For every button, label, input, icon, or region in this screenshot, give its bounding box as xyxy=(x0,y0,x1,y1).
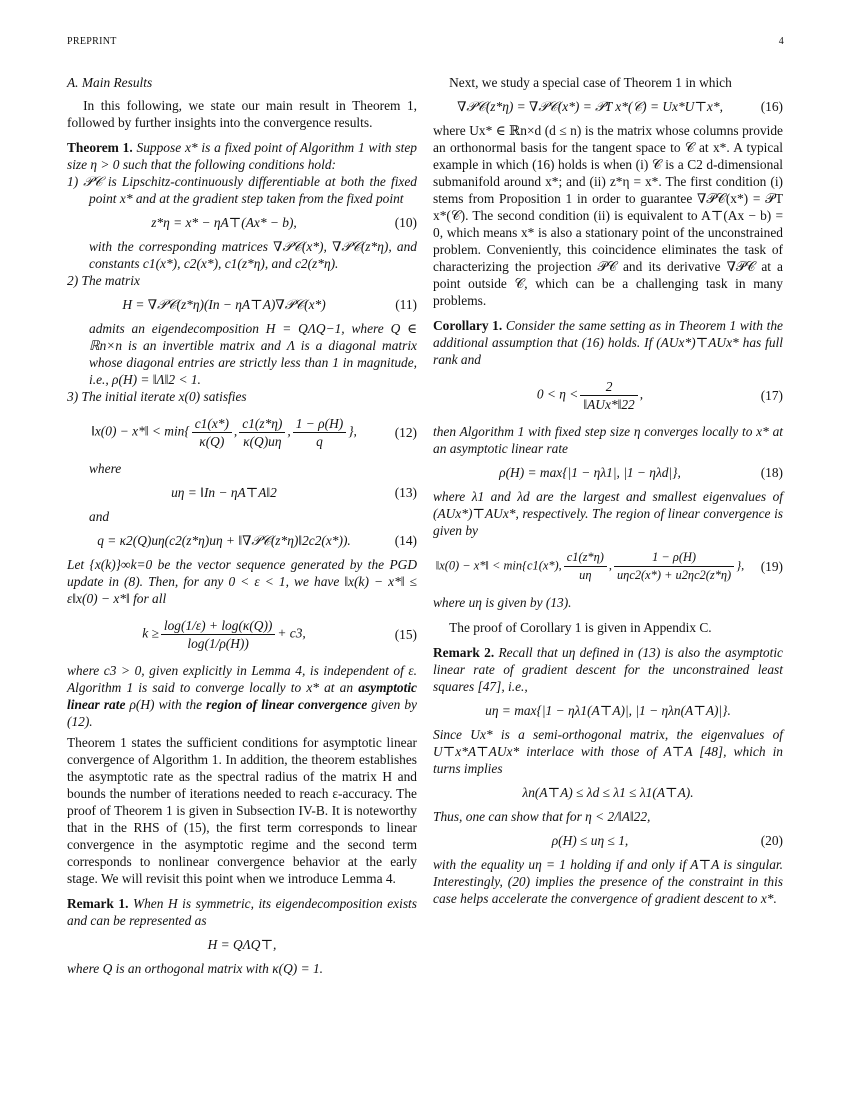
left-column xyxy=(67,74,417,977)
equation-12-frac-3: $\frac{1 - \rho(H)}{q}$ xyxy=(293,415,346,450)
intro-paragraph: In this following, we state our main result in Theorem 1, followed by further insights into the convergence results. xyxy=(67,98,417,130)
corollary-1: Corollary 1. Consider the same setting as in Theorem 1 with the additional assumption that (16) holds. If (AUx*)⊤AUx* has full rank and xyxy=(433,318,783,367)
equation-15-body: k ≥ $\frac{\log(1/\varepsilon) + \log(\kappa(Q))}{\log(1/\rho(H))}$ + c3, xyxy=(142,618,306,651)
condition-1: 1) 𝒫𝒞 is Lipschitz-continuously differentiable at both the fixed point x* and at the gradient step taken from the fixed point xyxy=(67,174,417,206)
equation-16-number: (16) xyxy=(760,99,783,114)
equation-19-frac-2: $\frac{1 - \rho(H)}{\text{uηc2(x*) + u2ηc2(z*η)}}$ xyxy=(614,549,734,584)
equation-13 xyxy=(67,484,417,501)
next-paragraph: Next, we study a special case of Theorem 1 in which xyxy=(449,75,732,90)
equation-11 xyxy=(67,296,417,313)
remark-1-label: Remark 1. xyxy=(67,896,129,911)
let-paragraph: Let {x(k)}∞k=0 be the vector sequence generated by the PGD update in (8). Then, for any 0 < ε < 1, we have ‖x(k) − x*‖ ≤ ε‖x(0) − x*‖ for all xyxy=(67,557,417,606)
corollary-end: where uη is given by (13). xyxy=(433,595,572,610)
equation-remark-1: H = QΛQ⊤, xyxy=(207,937,277,952)
remark-2: Remark 2. Recall that uη defined in (13) is also the asymptotic linear rate of gradient descent for the unconstrained least squares [47], i.e., xyxy=(433,645,783,694)
equation-13-body: uη = ‖In − ηA⊤A‖2 xyxy=(171,485,277,500)
corollary-tail: where λ1 and λd are the largest and smallest eigenvalues of (AUx*)⊤AUx*, respectively. The region of linear convergence is given by xyxy=(433,489,783,538)
equation-11-body: H = ∇𝒫𝒞(z*η)(In − ηA⊤A)∇𝒫𝒞(x*) xyxy=(122,297,326,312)
equation-20-body: ρ(H) ≤ uη ≤ 1, xyxy=(551,833,629,848)
theorem-tail: where c3 > 0, given explicitly in Lemma 4, is independent of ε. Algorithm 1 is said to converge locally to x* at an asymptotic linear rate ρ(H) with the region of linear convergence given by (12). xyxy=(67,663,417,729)
and-label: and xyxy=(89,509,110,524)
running-header-left: PREPRINT xyxy=(67,36,117,47)
discussion-paragraph: Theorem 1 states the sufficient conditions for asymptotic linear convergence of Algorithm 1. In addition, the theorem establishes the asymptotic rate as the spectral radius of the matrix H and bounds the number of iterations needed to reach ε-accuracy. The proof of Theorem 1 is given in Subsection IV-B. It is noteworthy that in the RHS of (15), the first term corresponds to linear convergence in the asymptotic regime and the second term corresponds to nonlinear convergence behavior at the early stage. We will revisit this point when we introduce Lemma 4. xyxy=(67,735,417,886)
corollary-label: Corollary 1. xyxy=(433,318,503,333)
equation-20-number: (20) xyxy=(760,833,783,848)
paragraph-16: where Ux* ∈ ℝn×d (d ≤ n) is the matrix whose columns provide an orthonormal basis for the tangent space to 𝒞 at x*. A typical example in which (16) holds is when (i) 𝒞 is a C2 d-dimensional submanifold around x*; and (ii) z*η = x*. The first condition (i) stems from Proposition 1 in order to guarantee ∇𝒫𝒞(x*) = 𝒫T x*(𝒞). The second condition (ii) is equivalent to A⊤(Ax − b) = 0, which means x* is also a stationary point of the unconstrained problem. Conveniently, this coincidence eliminates the task of characterizing the projection 𝒫𝒞 and its derivative ∇𝒫𝒞 at a point outside 𝒞, which can be a challenging task in many problems. xyxy=(433,123,783,308)
equation-19-number: (19) xyxy=(760,559,783,574)
equation-12-frac-2: $\frac{c1(z*\eta)}{\kappa(Q)u\eta}$ xyxy=(239,415,285,450)
remark-1: Remark 1. When H is symmetric, its eigendecomposition exists and can be represented as xyxy=(67,896,417,928)
equation-10-number: (10) xyxy=(394,215,417,230)
equation-12-number: (12) xyxy=(394,425,417,440)
asymptotic-linear-rate-term: asymptotic linear rate xyxy=(67,680,417,712)
equation-19-body: ‖x(0) − x*‖ < min{c1(x*), $\frac{c1(z*\eta)}{u\eta}$ , $\frac{1 - \rho(H)}{\text{uηc2(x*) + u2ηc2(z*η)}}$ }, xyxy=(435,550,745,582)
equation-17-frac: $\frac{2}{\text{‖AUx*‖22}}$ xyxy=(580,378,637,413)
equation-18 xyxy=(433,464,783,481)
remark-2-mid: Since Ux* is a semi-orthogonal matrix, the eigenvalues of U⊤x*A⊤AUx* interlace with those of A⊤A [48], which in turns implies xyxy=(433,727,783,776)
equation-17-body: 0 < η < $\frac{2}{\text{‖AUx*‖22}}$ , xyxy=(536,379,644,412)
equation-15-number: (15) xyxy=(394,627,417,642)
equation-14-body: q = κ2(Q)uη(c2(z*η)uη + ‖∇𝒫𝒞(z*η)‖2c2(x*)). xyxy=(97,533,351,548)
remark-2-label: Remark 2. xyxy=(433,645,495,660)
remark-1-tail: where Q is an orthogonal matrix with κ(Q) = 1. xyxy=(67,961,323,976)
right-column xyxy=(433,74,783,907)
equation-18-number: (18) xyxy=(760,465,783,480)
equation-17 xyxy=(433,378,783,413)
equation-13-number: (13) xyxy=(394,485,417,500)
equation-14-number: (14) xyxy=(394,533,417,548)
page-number: 4 xyxy=(778,36,784,47)
proof-note: The proof of Corollary 1 is given in Appendix C. xyxy=(449,620,712,635)
theorem-label: Theorem 1. xyxy=(67,140,133,155)
section-heading: A. Main Results xyxy=(67,75,153,90)
equation-19-frac-1: $\frac{c1(z*\eta)}{u\eta}$ xyxy=(564,549,607,584)
equation-20 xyxy=(433,832,783,849)
equation-11-number: (11) xyxy=(395,297,417,312)
region-of-linear-convergence-term: region of linear convergence xyxy=(206,697,368,712)
condition-2-tail: admits an eigendecomposition H = QΛQ−1, where Q ∈ ℝn×n is an invertible matrix and Λ is a diagonal matrix whose diagonal entries are strictly less than 1 in magnitude, i.e., ρ(H) = ‖Λ‖2 < 1. xyxy=(89,321,417,387)
equation-10 xyxy=(67,214,417,231)
equation-19 xyxy=(433,549,783,584)
equation-15-frac: $\frac{\log(1/\varepsilon) + \log(\kappa(Q))}{\log(1/\rho(H))}$ xyxy=(161,617,276,652)
theorem-1 xyxy=(67,139,417,173)
theorem-lead: Suppose x* is a fixed point of Algorithm 1 with step size η > 0 such that the following conditions hold: xyxy=(67,140,417,172)
equation-12-body: ‖x(0) − x*‖ < min{ $\frac{c1(x*)}{\kappa(Q)}$ , $\frac{c1(z*\eta)}{\kappa(Q)u\eta}$ , $\frac{1 - \rho(H)}{q}$ }, xyxy=(91,416,357,449)
equation-remark-2a: uη = max{|1 − ηλ1(A⊤A)|, |1 − ηλn(A⊤A)|}. xyxy=(485,703,731,718)
remark-2-tail: with the equality uη = 1 holding if and only if A⊤A is singular. Interestingly, (20) implies the presence of the constraint in this case helps accelerate the convergence of gradient descent to x*. xyxy=(433,857,783,906)
condition-1-tail: with the corresponding matrices ∇𝒫𝒞(x*), ∇𝒫𝒞(z*η), and constants c1(x*), c2(x*), c1(z*η), and c2(z*η). xyxy=(89,239,417,271)
equation-10-body: z*η = x* − ηA⊤(Ax* − b), xyxy=(151,215,297,230)
remark-2-thus: Thus, one can show that for η < 2/‖A‖22, xyxy=(433,809,651,824)
where-label: where xyxy=(89,461,122,476)
equation-remark-2b: λn(A⊤A) ≤ λd ≤ λ1 ≤ λ1(A⊤A). xyxy=(522,785,694,800)
equation-16-body: ∇𝒫𝒞(z*η) = ∇𝒫𝒞(x*) = 𝒫T x*(𝒞) = Ux*U⊤x*, xyxy=(457,99,723,114)
equation-14 xyxy=(67,532,417,549)
equation-12-lhs: ‖x(0) − x*‖ < min{ xyxy=(91,423,190,439)
equation-16 xyxy=(433,98,783,115)
equation-18-body: ρ(H) = max{|1 − ηλ1|, |1 − ηλd|}, xyxy=(499,465,681,480)
corollary-mid: then Algorithm 1 with fixed step size η converges locally to x* at an asymptotic linear rate xyxy=(433,424,783,456)
equation-15 xyxy=(67,617,417,652)
equation-12 xyxy=(67,415,417,450)
condition-3: 3) The initial iterate x(0) satisfies xyxy=(67,389,247,404)
condition-2: 2) The matrix xyxy=(67,273,140,288)
equation-12-rhs: }, xyxy=(348,423,357,439)
equation-17-number: (17) xyxy=(760,388,783,403)
equation-12-frac-1: $\frac{c1(x*)}{\kappa(Q)}$ xyxy=(192,415,232,450)
